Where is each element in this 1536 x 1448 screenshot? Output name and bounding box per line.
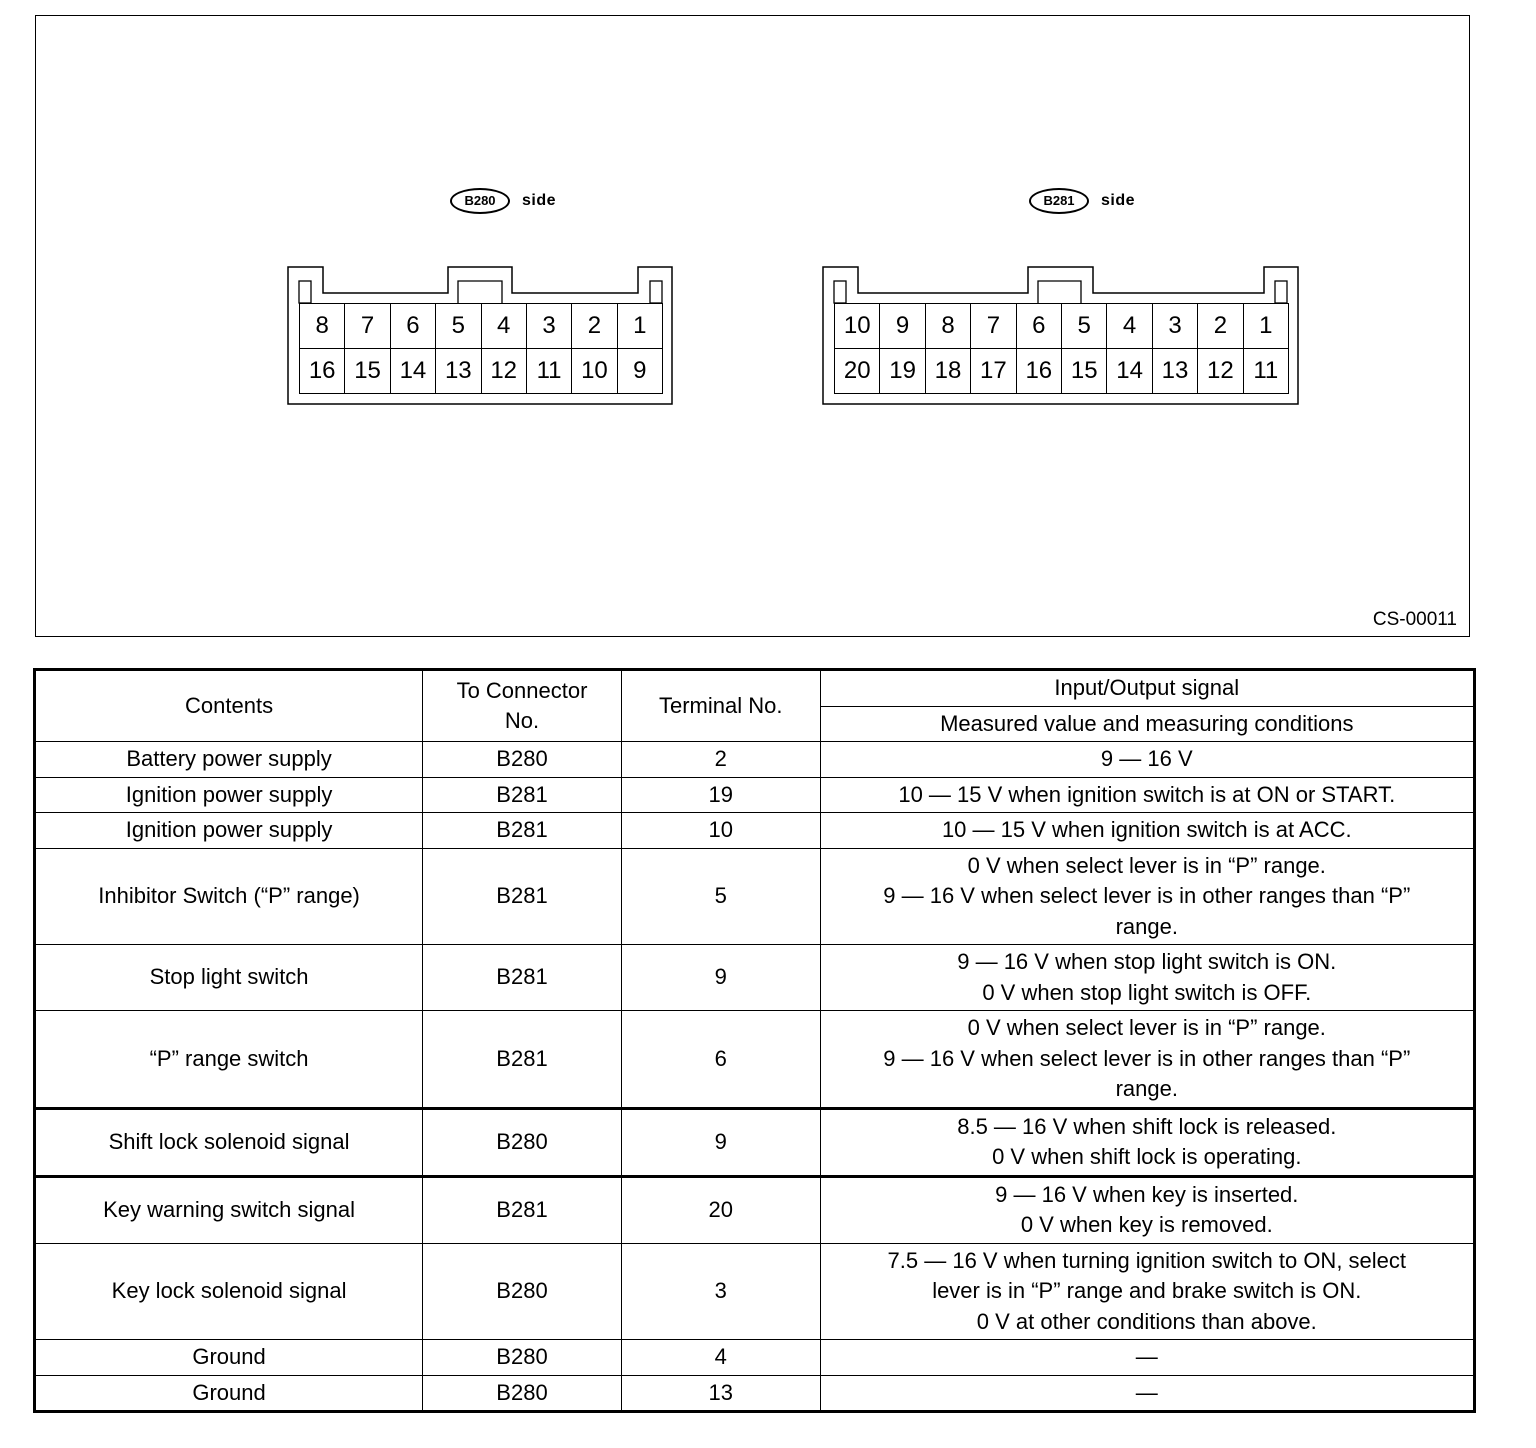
cell-contents: Ground [35,1375,423,1412]
signal-line: 8.5 — 16 V when shift lock is released. [957,1113,1337,1139]
cell-connector: B281 [423,848,622,945]
cell-terminal: 4 [621,1340,820,1376]
cell-signal [820,742,1474,778]
pin: 12 [1198,349,1243,394]
cell-contents: Ignition power supply [35,813,423,849]
table-row [35,1340,1475,1376]
header-connector [423,670,622,742]
pin: 5 [1062,304,1107,349]
pin: 14 [1107,349,1152,394]
pin: 19 [880,349,925,394]
signal-line: 9 — 16 V when select lever is in other ranges than “P” [883,1045,1411,1071]
pin: 8 [926,304,971,349]
header-terminal: Terminal No. [621,670,820,742]
cell-connector: B281 [423,1011,622,1109]
cell-connector: B281 [423,777,622,813]
cell-contents: Shift lock solenoid signal [35,1108,423,1176]
cell-terminal: 5 [621,848,820,945]
pin: 4 [1107,304,1152,349]
cell-terminal: 20 [621,1176,820,1243]
pin: 12 [482,349,527,394]
pin: 14 [391,349,436,394]
signal-line: 0 V at other conditions than above. [976,1308,1317,1334]
cell-connector: B280 [423,1108,622,1176]
cell-connector: B281 [423,1176,622,1243]
pin: 13 [1153,349,1198,394]
signal-line: range. [1115,913,1178,939]
connector-label-b280 [450,188,556,214]
cell-signal [820,1340,1474,1376]
pin: 18 [926,349,971,394]
cell-signal [820,1176,1474,1243]
side-label: side [522,192,557,209]
pin-grid-b281 [834,303,1289,394]
pin: 8 [300,304,345,349]
connector-code-badge: B280 [450,188,510,214]
pin: 20 [835,349,880,394]
figure-id: CS-00011 [1372,609,1457,630]
pin: 4 [482,304,527,349]
cell-signal [820,777,1474,813]
pin: 9 [618,349,663,394]
connector-code-badge: B281 [1029,188,1089,214]
cell-signal [820,1375,1474,1412]
table-header-row [35,670,1475,707]
cell-contents: Battery power supply [35,742,423,778]
pin: 9 [880,304,925,349]
header-connector-line2: No. [504,708,540,733]
connector-b281 [823,267,1298,404]
header-connector-line1: To Connector [456,677,588,703]
signal-line: 0 V when select lever is in “P” range. [967,1015,1326,1040]
pin: 16 [300,349,345,394]
table-row [35,848,1475,945]
table-row [35,1375,1475,1412]
signal-line: range. [1115,1076,1178,1101]
cell-connector: B281 [423,945,622,1011]
header-signal-sub: Measured value and measuring conditions [820,706,1474,742]
pin: 16 [1017,349,1062,394]
cell-connector: B280 [423,1375,622,1412]
table-row [35,742,1475,778]
pin-grid-b280 [299,303,663,394]
cell-contents: Stop light switch [35,945,423,1011]
connector-b280 [288,267,672,404]
cell-connector: B280 [423,1340,622,1376]
cell-terminal: 13 [621,1375,820,1412]
cell-signal [820,945,1474,1011]
pin: 13 [436,349,481,394]
signal-line: 0 V when select lever is in “P” range. [967,852,1326,878]
cell-connector: B280 [423,1243,622,1340]
pin: 2 [572,304,617,349]
cell-terminal: 6 [621,1011,820,1109]
cell-terminal: 10 [621,813,820,849]
cell-terminal: 19 [621,777,820,813]
pin: 7 [971,304,1016,349]
pin: 6 [1017,304,1062,349]
cell-signal [820,813,1474,849]
cell-terminal: 9 [621,945,820,1011]
pin: 1 [1244,304,1289,349]
cell-contents: Key warning switch signal [35,1176,423,1243]
signal-line: 0 V when shift lock is operating. [992,1144,1302,1169]
table-row [35,945,1475,1011]
signal-line: 0 V when key is removed. [1020,1212,1273,1237]
table-row [35,813,1475,849]
signal-line: 9 — 16 V when stop light switch is ON. [957,949,1337,974]
pin: 2 [1198,304,1243,349]
signal-line: 7.5 — 16 V when turning ignition switch to ON, select [887,1247,1407,1273]
table-row [35,1176,1475,1243]
signal-line: 10 — 15 V when ignition switch is at ON or START. [898,781,1396,807]
cell-contents: “P” range switch [35,1011,423,1109]
cell-terminal: 9 [621,1108,820,1176]
signal-table [33,668,1476,1413]
cell-terminal: 3 [621,1243,820,1340]
cell-contents: Key lock solenoid signal [35,1243,423,1340]
pin: 11 [527,349,572,394]
header-contents: Contents [35,670,423,742]
pin: 17 [971,349,1016,394]
pin: 6 [391,304,436,349]
table-row [35,1108,1475,1176]
signal-line: — [1135,1379,1158,1405]
signal-line: 9 — 16 V when key is inserted. [995,1181,1299,1207]
pin: 15 [345,349,390,394]
signal-line: 9 — 16 V when select lever is in other ranges than “P” [883,883,1411,908]
pin: 1 [618,304,663,349]
pin: 7 [345,304,390,349]
pin: 3 [527,304,572,349]
signal-line: 10 — 15 V when ignition switch is at ACC. [941,817,1352,842]
signal-line: — [1135,1344,1158,1369]
connector-diagram [35,15,1470,637]
cell-signal [820,1011,1474,1109]
table-row [35,1011,1475,1109]
cell-signal [820,1243,1474,1340]
pin: 11 [1244,349,1289,394]
cell-signal [820,1108,1474,1176]
cell-contents: Ignition power supply [35,777,423,813]
pin: 10 [572,349,617,394]
side-label: side [1101,192,1136,209]
signal-line: 0 V when stop light switch is OFF. [982,979,1312,1005]
table-row [35,777,1475,813]
header-signal: Input/Output signal [820,670,1474,707]
cell-terminal: 2 [621,742,820,778]
pin: 5 [436,304,481,349]
cell-contents: Inhibitor Switch (“P” range) [35,848,423,945]
pin: 15 [1062,349,1107,394]
signal-line: 9 — 16 V [1100,746,1193,771]
table-row [35,1243,1475,1340]
signal-line: lever is in “P” range and brake switch is ON. [932,1278,1362,1303]
cell-contents: Ground [35,1340,423,1376]
connector-label-b281 [1029,188,1135,214]
pin: 3 [1153,304,1198,349]
cell-signal [820,848,1474,945]
pin: 10 [835,304,880,349]
cell-connector: B281 [423,813,622,849]
cell-connector: B280 [423,742,622,778]
